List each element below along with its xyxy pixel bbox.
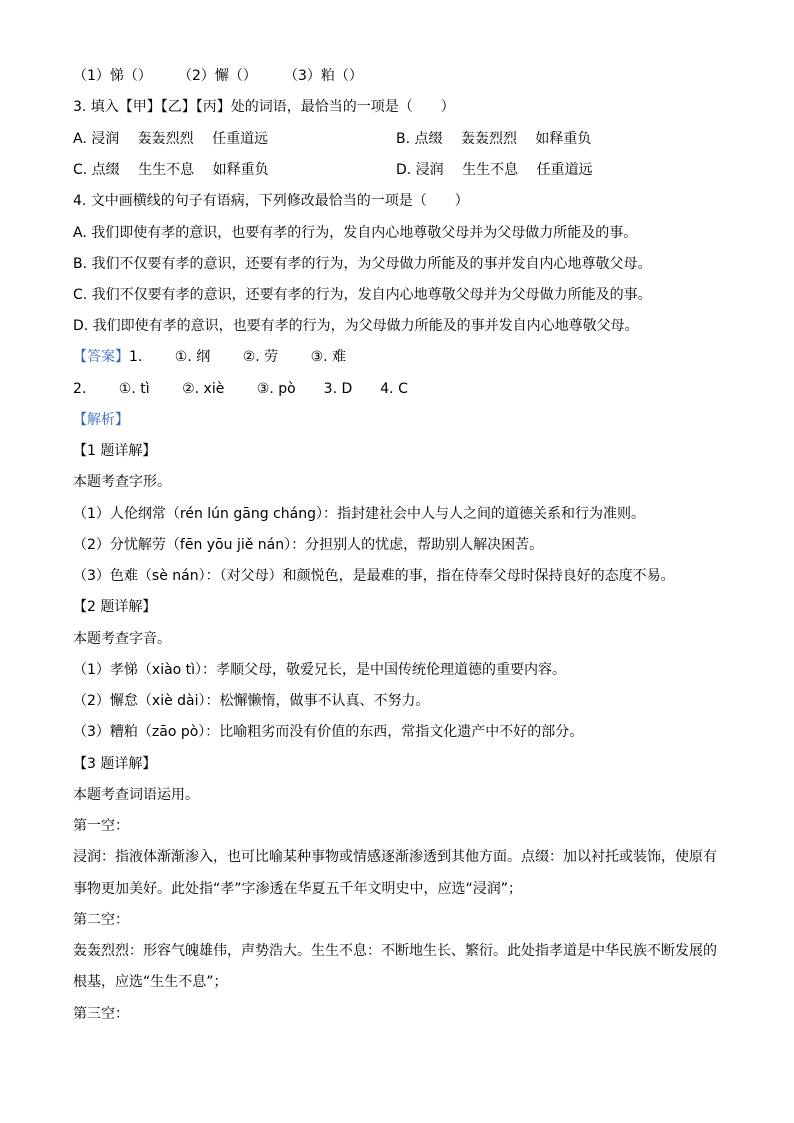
q2-item-2: （2）懈（） xyxy=(178,68,257,84)
q2-detail-line-2: （2）懈怠（xiè dài）：松懈懒惰，做事不认真、不努力。 xyxy=(73,693,430,709)
q3-option-d: D. 浸润 生生不息 任重道远 xyxy=(396,162,593,178)
q2-detail-heading: 【2 题详解】 xyxy=(73,599,157,615)
q1-detail-line-3: （3）色难（sè nán）：（对父母）和颜悦色，是最难的事，指在侍奉父母时保持良好的态度不易。 xyxy=(73,568,675,584)
answer-line-1 xyxy=(73,347,346,367)
q1-detail-line-1: （1）人伦纲常（rén lún gāng cháng）：指封建社会中人与人之间的道德关系和行为准则。 xyxy=(73,506,645,522)
q3-option-a: A. 浸润 轰轰烈烈 任重道远 xyxy=(73,131,269,147)
q4-option-b: B. 我们不仅要有孝的意识，还要有孝的行为，为父母做力所能及的事并发自内心地尊敬父母。 xyxy=(73,256,652,272)
q3-detail-intro: 本题考查词语运用。 xyxy=(73,787,199,803)
q1-detail-heading: 【1 题详解】 xyxy=(73,443,157,459)
blank-1-heading: 第一空： xyxy=(73,818,129,834)
blank-1-text-2: 事物更加美好。此处指“孝”字渗透在华夏五千年文明史中，应选“浸润”； xyxy=(73,881,523,897)
q2-item-1: （1）悌（） xyxy=(73,68,152,84)
analysis-label: 【解析】 xyxy=(73,412,129,428)
q4-option-d: D. 我们即使有孝的意识，也要有孝的行为，为父母做力所能及的事并发自内心地尊敬父母。 xyxy=(73,318,639,334)
q4-option-c: C. 我们不仅要有孝的意识，还要有孝的行为，发自内心地尊敬父母并为父母做力所能及的事。 xyxy=(73,287,652,303)
q3-option-c: C. 点缀 生生不息 如释重负 xyxy=(73,162,269,178)
q2-detail-line-3: （3）糟粕（zāo pò）：比喻粗劣而没有价值的东西，常指文化遗产中不好的部分。 xyxy=(73,724,584,740)
answer-line-2: 2. ①. tì ②. xiè ③. pò 3. D 4. C xyxy=(73,381,408,397)
q4-stem: 4. 文中画横线的句子有语病，下列修改最恰当的一项是（ ） xyxy=(73,193,469,209)
answer-q1-values: 1. ①. 纲 ②. 劳 ③. 难 xyxy=(129,349,347,365)
q2-detail-line-1: （1）孝悌（xiào tì）：孝顺父母，敬爱兄长，是中国传统伦理道德的重要内容。 xyxy=(73,662,567,678)
q3-stem: 3. 填入【甲】【乙】【丙】处的词语，最恰当的一项是（ ） xyxy=(73,99,455,115)
q4-option-a: A. 我们即使有孝的意识，也要有孝的行为，发自内心地尊敬父母并为父母做力所能及的事。 xyxy=(73,225,638,241)
q1-detail-intro: 本题考查字形。 xyxy=(73,474,171,490)
q3-detail-heading: 【3 题详解】 xyxy=(73,756,157,772)
q2-item-3: （3）粕（） xyxy=(284,68,363,84)
blank-2-heading: 第二空： xyxy=(73,912,129,928)
q1-detail-line-2: （2）分忧解劳（fēn yōu jiě nán）：分担别人的忧虑，帮助别人解决困苦。 xyxy=(73,537,544,553)
blank-3-heading: 第三空： xyxy=(73,1006,129,1022)
blank-2-text-2: 根基，应选“生生不息”； xyxy=(73,974,228,990)
answer-label: 【答案】 xyxy=(73,349,129,365)
q3-option-b: B. 点缀 轰轰烈烈 如释重负 xyxy=(396,131,592,147)
q2-detail-intro: 本题考查字音。 xyxy=(73,631,171,647)
blank-1-text-1: 浸润：指液体渐渐渗入，也可比喻某种事物或情感逐渐渗透到其他方面。点缀：加以衬托或装饰，使原有 xyxy=(73,849,717,865)
blank-2-text-1: 轰轰烈烈：形容气魄雄伟，声势浩大。生生不息：不断地生长、繁衍。此处指孝道是中华民族不断发展的 xyxy=(73,943,717,959)
